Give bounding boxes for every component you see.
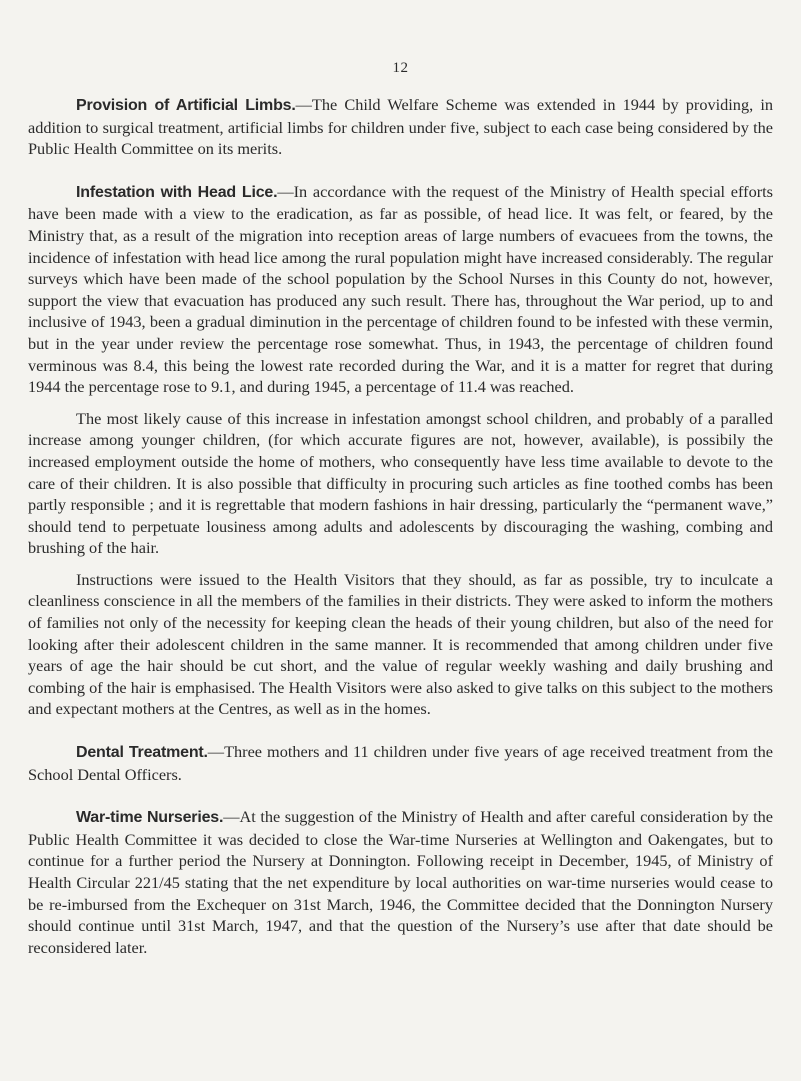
paragraph-head-lice: [28, 181, 773, 398]
paragraph-text: —At the suggestion of the Ministry of Health and after careful consideration by the Public Health Committee it was decided to close the War-time Nurseries at Wellington and Oakengates, but to continue for a further period the Nursery at Donnington. Following receipt in December, 1945, of Ministry of Health Circular 221/45 stating that the net expenditure by local authorities on war-time nurseries would cease to be re-imbursed from the Exchequer on 31st March, 1946, the Committee decided that the Donnington Nursery should continue until 31st March, 1947, and that the question of the Nursery’s use after that date should be reconsidered later.: [28, 807, 773, 957]
section-heading-artificial-limbs: Provision of Artificial Limbs.: [76, 97, 296, 114]
paragraph-lice-cause: The most likely cause of this increase in infestation amongst school children, and probably of a paralled increase among younger children, (for which accurate figures are not, however, available), is possibily the increased employment outside the home of mothers, who consequently have less time available to devote to the care of their children. It is also possible that difficulty in procuring such articles as fine toothed combs has been partly responsible ; and it is regrettable that modern fashions in hair dressing, particularly the “permanent wave,” should tend to perpetuate lousiness among adults and adolescents by discouraging the washing, combing and brushing of the hair.: [28, 408, 773, 558]
paragraph-war-time-nurseries: [28, 806, 773, 958]
paragraph-text: —In accordance with the request of the Ministry of Health special efforts have been made with a view to the eradication, as far as possible, of head lice. It was felt, or feared, by the Ministry that, as a result of the migration into reception areas of large numbers of evacuees from the towns, the incidence of infestation with head lice among the rural population might have increased considerably. The regular surveys which have been made of the school population by the School Nurses in this County do not, however, support the view that evacuation has produced any such result. There has, throughout the War period, up to and inclusive of 1943, been a gradual diminution in the percentage of children found to be infested with these vermin, but in the year under review the percentage rose somewhat. Thus, in 1943, the percentage of children found verminous was 8.4, this being the lowest rate recorded during the War, and it is a matter for regret that during 1944 the percentage rose to 9.1, and during 1945, a percentage of 11.4 was reached.: [28, 181, 773, 397]
paragraph-dental-treatment: [28, 741, 773, 785]
section-heading-head-lice: Infestation with Head Lice.: [76, 183, 278, 201]
paragraph-artificial-limbs: [28, 94, 773, 160]
paragraph-text: —The Child Welfare Scheme was extended in 1944 by providing, in addition to surgical treatment, artificial limbs for children under five, subject to each case being considered by the Public Health Committee on its merits.: [28, 95, 773, 159]
paragraph-text: —Three mothers and 11 children under five years of age received treatment from the School Dental Officers.: [28, 742, 773, 784]
document-body: [28, 94, 773, 958]
section-heading-dental-treatment: Dental Treatment.: [76, 744, 208, 762]
section-heading-war-time-nurseries: War-time Nurseries.: [76, 809, 224, 827]
page-number: 12: [392, 60, 409, 76]
paragraph-lice-instructions: Instructions were issued to the Health Visitors that they should, as far as possible, try to inculcate a cleanliness conscience in all the members of the families in their districts. They were asked to inform the mothers of families not only of the necessity for keeping clean the heads of their young children, but also of the need for looking after their adolescent children in the same manner. It is recommended that among children under five years of age the hair should be cut short, and the value of regular weekly washing and daily brushing and combing of the hair is emphasised. The Health Visitors were also asked to give talks on this subject to the mothers and expectant mothers at the Centres, as well as in the homes.: [28, 569, 773, 719]
